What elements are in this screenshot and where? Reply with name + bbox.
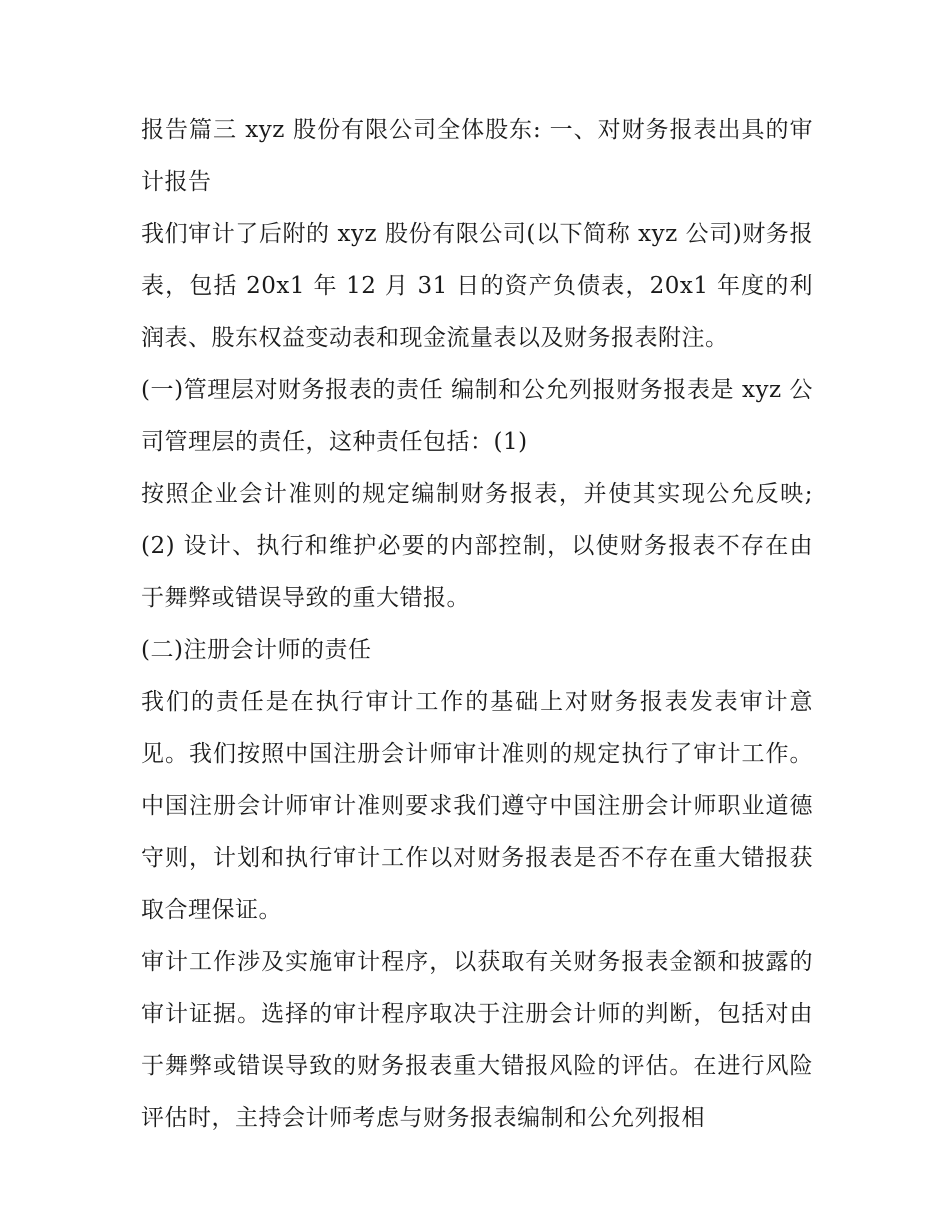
paragraph-audit-procedures: 审计工作涉及实施审计程序，以获取有关财务报表金额和披露的审计证据。选择的审计程序取决于注册会计师的判断，包括对由于舞弊或错误导致的财务报表重大错报风险的评估。在进行风险评估时，主持会计师考虑与财务报表编制和公允列报相 — [141, 949, 813, 1131]
paragraph-responsibility-items: 按照企业会计准则的规定编制财务报表，并使其实现公允反映;(2) 设计、执行和维护必要的内部控制，以使财务报表不存在由于舞弊或错误导致的重大错报。 — [141, 481, 813, 611]
document-body — [141, 104, 813, 1144]
paragraph-auditor-responsibility: 我们的责任是在执行审计工作的基础上对财务报表发表审计意见。我们按照中国注册会计师审计准则的规定执行了审计工作。中国注册会计师审计准则要求我们遵守中国注册会计师职业道德守则，计划和执行审计工作以对财务报表是否不存在重大错报获取合理保证。 — [141, 689, 813, 923]
paragraph-auditor-heading: (二)注册会计师的责任 — [141, 637, 372, 663]
paragraph-heading: 报告篇三 xyz 股份有限公司全体股东: 一、对财务报表出具的审计报告 — [141, 117, 813, 195]
paragraph-audit-scope: 我们审计了后附的 xyz 股份有限公司(以下简称 xyz 公司)财务报表，包括 20x1 年 12 月 31 日的资产负债表，20x1 年度的利润表、股东权益变动表和现金流量表以及财务报表附注。 — [141, 221, 813, 351]
paragraph-management-responsibility: (一)管理层对财务报表的责任 编制和公允列报财务报表是 xyz 公司管理层的责任，这种责任包括：(1) — [141, 377, 813, 455]
